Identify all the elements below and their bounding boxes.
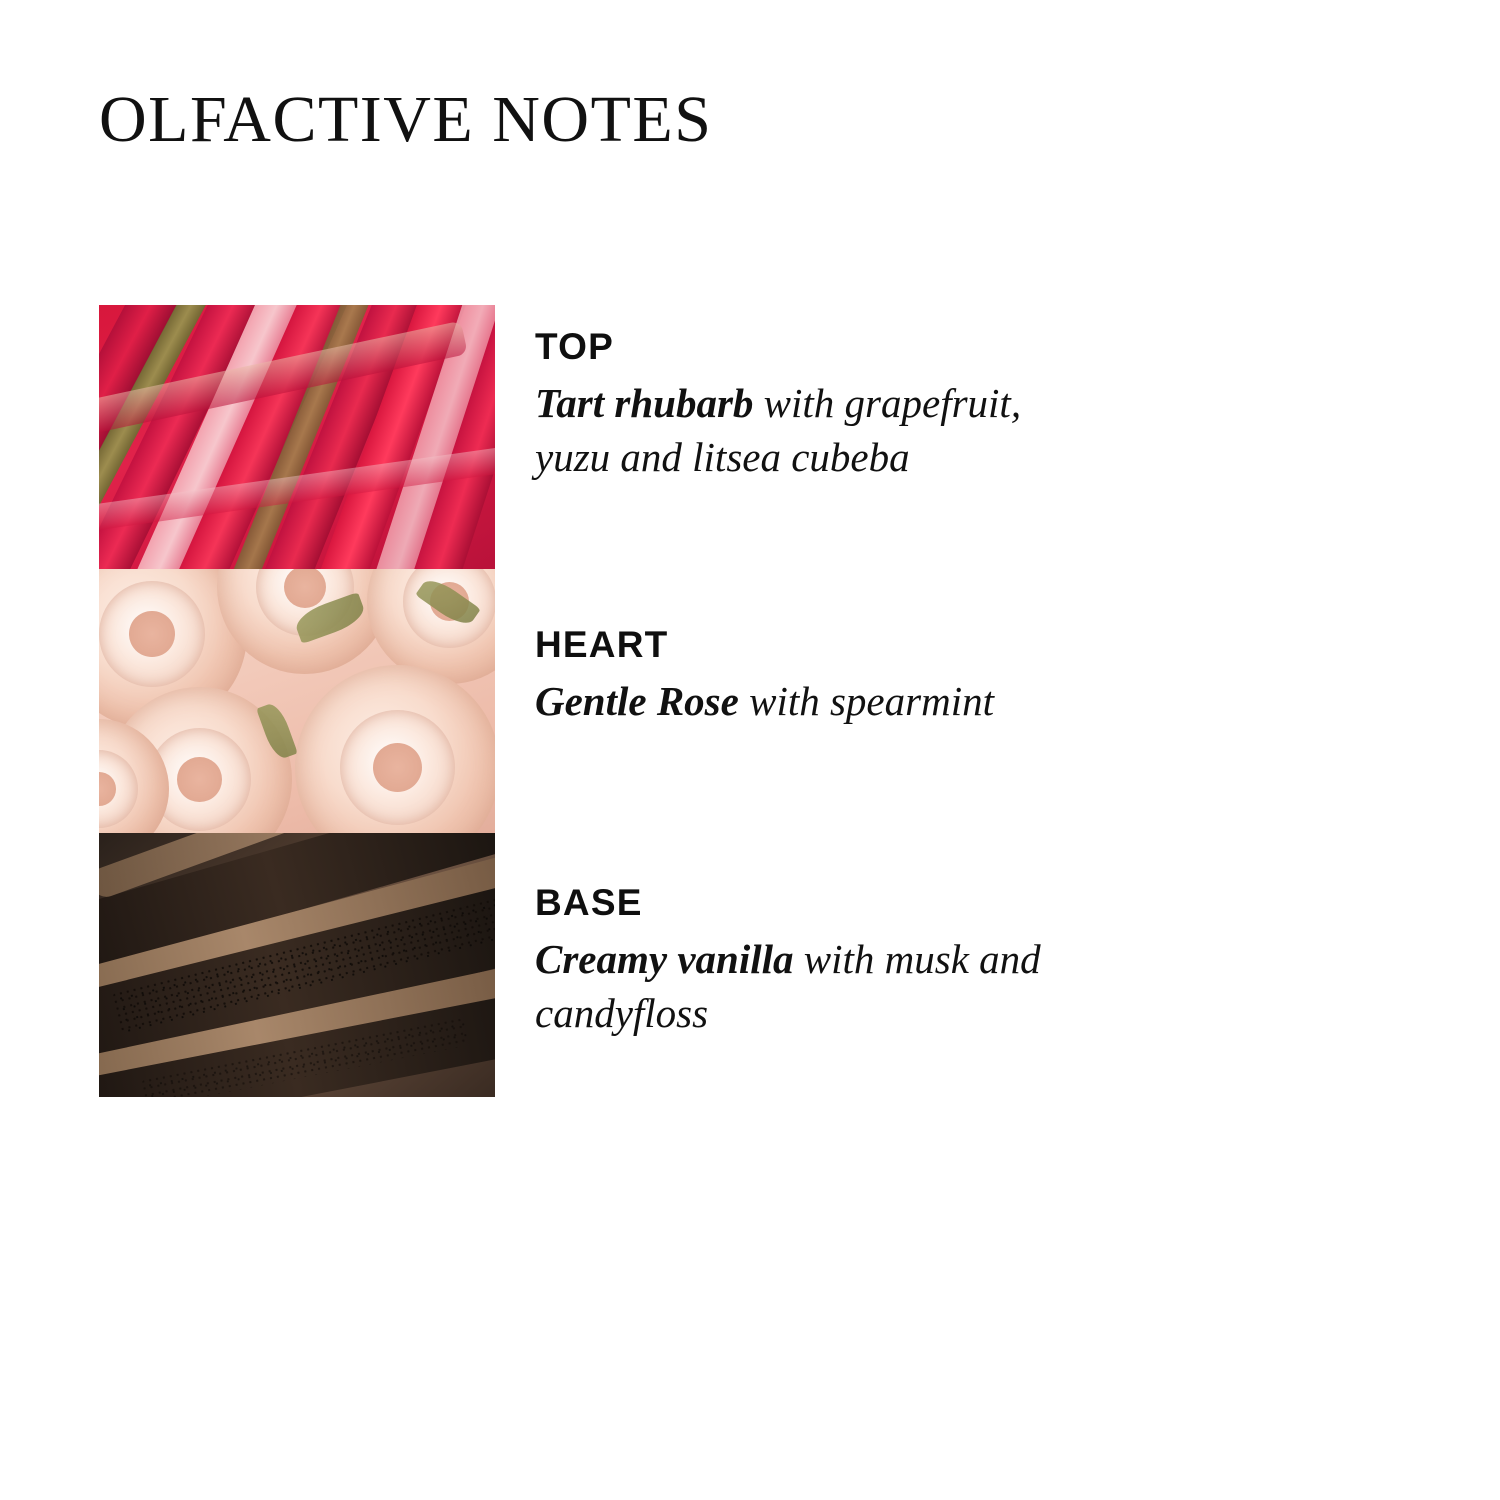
note-highlight-top: Tart rhubarb: [535, 379, 754, 426]
note-label-heart: HEART: [535, 624, 669, 665]
vanilla-pods-image: [99, 833, 495, 1097]
note-label-base: BASE: [535, 882, 643, 923]
pale-roses-image: [99, 569, 495, 833]
note-block-heart: [535, 625, 1055, 728]
note-label-top: TOP: [535, 326, 614, 367]
note-block-top: [535, 327, 1055, 485]
note-highlight-base: Creamy vanilla: [535, 935, 794, 982]
note-description-heart: [535, 674, 1055, 729]
note-description-top: [535, 376, 1055, 485]
rhubarb-stalks-image: [99, 305, 495, 569]
note-highlight-heart: Gentle Rose: [535, 677, 739, 724]
note-block-base: [535, 883, 1055, 1041]
page-title: OLFACTIVE NOTES: [99, 83, 713, 156]
notes-image-column: [99, 305, 495, 1097]
note-rest-heart: with spearmint: [738, 677, 994, 724]
note-description-base: [535, 932, 1055, 1041]
note-rest-top: with grapefruit, yuzu and litsea cubeba: [535, 379, 1022, 481]
note-rest-base: with musk and candyfloss: [535, 935, 1041, 1037]
